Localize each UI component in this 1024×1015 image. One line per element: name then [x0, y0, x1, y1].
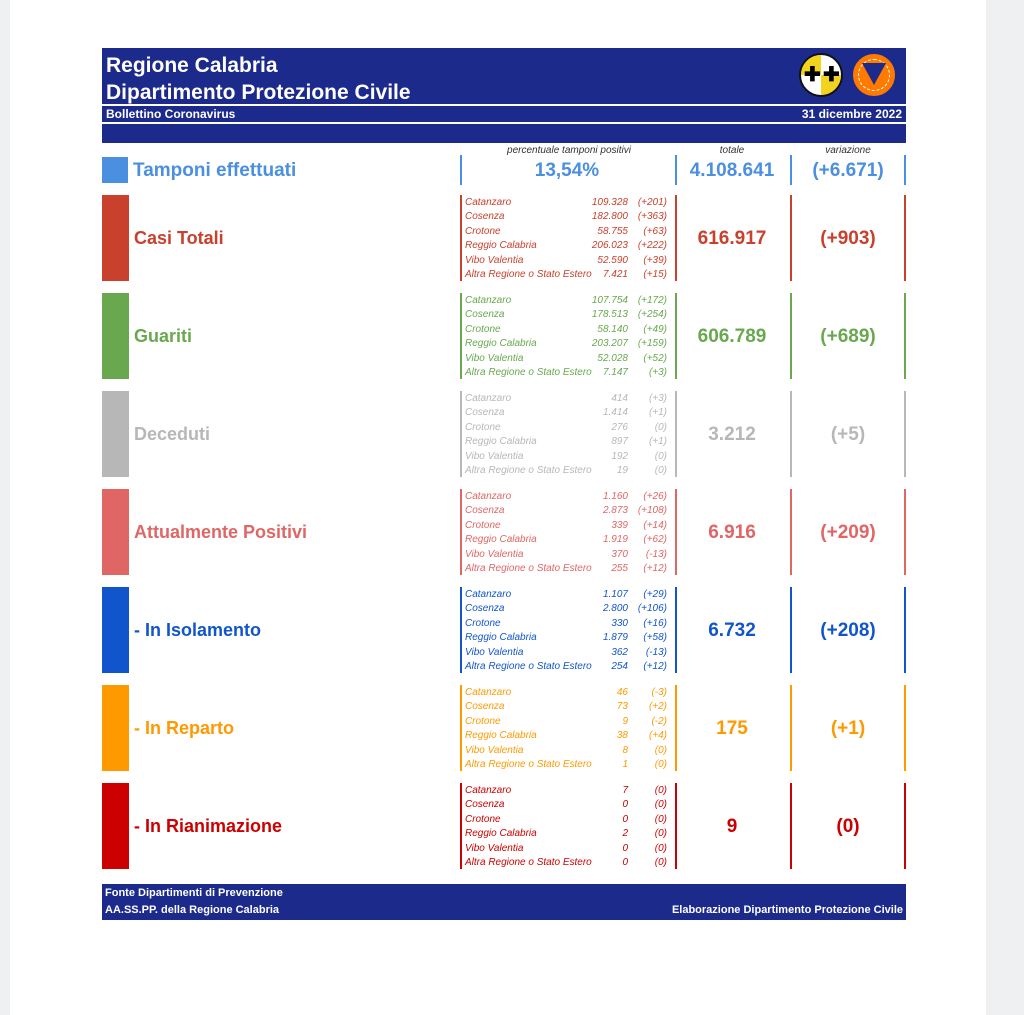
province-name: Vibo Valentia [465, 744, 524, 756]
tamponi-percent: 13,54% [534, 160, 600, 181]
province-value: 2.800 [602, 603, 628, 615]
category-row [102, 293, 906, 379]
province-delta: (+12) [643, 562, 667, 574]
province-value: 8 [622, 744, 628, 756]
category-total: 6.916 [708, 522, 756, 543]
province-line [465, 700, 673, 714]
province-value: 1.160 [602, 491, 628, 502]
divider [904, 391, 906, 477]
province-line [465, 225, 673, 239]
province-value: 370 [611, 548, 628, 560]
province-name: Altra Regione o Stato Estero [465, 366, 592, 378]
province-line [465, 490, 673, 504]
change-column-header: variazione [825, 145, 871, 156]
province-value: 0 [622, 813, 628, 825]
province-delta: (-13) [645, 548, 667, 560]
province-line [465, 464, 673, 478]
province-name: Reggio Calabria [465, 828, 537, 840]
province-value: 58.755 [597, 225, 628, 237]
province-delta: (-2) [651, 715, 667, 727]
province-list [465, 196, 673, 282]
province-value: 414 [611, 393, 628, 404]
province-line [465, 366, 673, 380]
province-value: 0 [622, 856, 628, 868]
category-change: (0) [836, 816, 860, 837]
province-line [465, 196, 673, 210]
province-name: Crotone [465, 323, 501, 335]
province-line [465, 686, 673, 700]
province-name: Crotone [465, 519, 501, 531]
province-delta: (+363) [637, 211, 667, 223]
province-value: 0 [622, 799, 628, 811]
province-line [465, 337, 673, 351]
province-name: Catanzaro [465, 589, 512, 600]
province-name: Altra Regione o Stato Estero [465, 562, 592, 574]
category-label: Casi Totali [134, 228, 224, 248]
province-value: 58.140 [597, 323, 628, 335]
province-delta: (+62) [643, 534, 667, 546]
province-delta: (0) [654, 744, 667, 756]
divider [904, 489, 906, 575]
tamponi-row [102, 155, 906, 185]
category-change: (+903) [820, 228, 876, 249]
category-color-bar [102, 391, 129, 477]
province-value: 19 [616, 464, 628, 476]
category-row [102, 587, 906, 673]
province-name: Vibo Valentia [465, 646, 524, 658]
province-name: Vibo Valentia [465, 352, 524, 364]
province-list [465, 392, 673, 478]
province-line [465, 798, 673, 812]
total-column-header: totale [719, 145, 745, 156]
category-color-bar [102, 195, 129, 281]
divider [904, 587, 906, 673]
province-line [465, 784, 673, 798]
province-line [465, 352, 673, 366]
region-title: Regione Calabria [106, 54, 278, 77]
province-delta: (+3) [648, 393, 667, 404]
province-line [465, 268, 673, 282]
province-name: Catanzaro [465, 785, 512, 796]
province-value: 2.873 [602, 505, 628, 517]
category-total: 3.212 [708, 424, 756, 445]
province-value: 46 [616, 687, 628, 698]
bulletin-date: 31 dicembre 2022 [801, 107, 902, 121]
province-list [465, 686, 673, 772]
department-title: Dipartimento Protezione Civile [106, 81, 411, 104]
province-value: 73 [616, 701, 628, 713]
province-line [465, 842, 673, 856]
province-value: 254 [611, 660, 628, 672]
province-name: Catanzaro [465, 295, 512, 306]
province-value: 206.023 [591, 240, 628, 252]
province-value: 362 [611, 646, 628, 658]
province-line [465, 308, 673, 322]
province-delta: (+14) [643, 519, 667, 531]
province-name: Vibo Valentia [465, 548, 524, 560]
province-line [465, 548, 673, 562]
province-delta: (+3) [648, 366, 667, 378]
province-value: 9 [622, 715, 628, 727]
category-total: 606.789 [697, 326, 767, 347]
province-name: Cosenza [465, 211, 505, 223]
province-delta: (0) [654, 450, 667, 462]
province-delta: (0) [654, 828, 667, 840]
province-value: 276 [611, 421, 628, 433]
province-line [465, 435, 673, 449]
province-name: Vibo Valentia [465, 450, 524, 462]
category-total: 616.917 [697, 228, 767, 249]
province-line [465, 715, 673, 729]
province-value: 1.879 [602, 632, 628, 644]
province-name: Altra Regione o Stato Estero [465, 660, 592, 672]
province-name: Altra Regione o Stato Estero [465, 856, 592, 868]
province-line [465, 519, 673, 533]
province-delta: (+254) [637, 309, 667, 321]
province-name: Cosenza [465, 799, 505, 811]
category-color-bar [102, 587, 129, 673]
footer-banner [102, 884, 906, 920]
category-row [102, 195, 906, 281]
province-line [465, 602, 673, 616]
province-name: Reggio Calabria [465, 632, 537, 644]
province-delta: (+1) [648, 407, 667, 419]
category-total: 9 [726, 816, 738, 837]
province-name: Catanzaro [465, 491, 512, 502]
province-delta: (+63) [643, 225, 667, 237]
province-line [465, 744, 673, 758]
province-line [465, 210, 673, 224]
province-line [465, 254, 673, 268]
province-delta: (0) [654, 758, 667, 770]
divider [904, 293, 906, 379]
province-name: Crotone [465, 715, 501, 727]
province-line [465, 392, 673, 406]
subtitle-bar [102, 106, 906, 122]
divider [460, 195, 462, 281]
divider [460, 587, 462, 673]
category-change: (+209) [820, 522, 876, 543]
category-change: (+208) [820, 620, 876, 641]
province-delta: (+26) [643, 491, 667, 502]
province-delta: (+159) [637, 338, 667, 350]
province-name: Reggio Calabria [465, 338, 537, 350]
province-value: 330 [611, 617, 628, 629]
province-value: 1 [622, 758, 628, 770]
category-total: 175 [716, 718, 748, 739]
province-name: Altra Regione o Stato Estero [465, 758, 592, 770]
province-delta: (+12) [643, 660, 667, 672]
province-line [465, 856, 673, 870]
province-name: Crotone [465, 421, 501, 433]
province-line [465, 660, 673, 674]
province-value: 52.590 [597, 254, 628, 266]
province-line [465, 406, 673, 420]
province-delta: (-3) [651, 687, 667, 698]
footer-source-line1: Fonte Dipartimenti di Prevenzione [105, 887, 283, 899]
header-band [102, 124, 906, 143]
province-delta: (+1) [648, 436, 667, 448]
category-row [102, 489, 906, 575]
province-line [465, 758, 673, 772]
header-banner [102, 48, 906, 104]
tamponi-color-square [102, 157, 128, 183]
province-line [465, 533, 673, 547]
province-value: 38 [616, 730, 628, 742]
province-line [465, 562, 673, 576]
province-delta: (0) [654, 785, 667, 796]
province-value: 7 [622, 785, 628, 796]
region-crest-icon: ✚ ✚ [799, 53, 843, 97]
divider [460, 783, 462, 869]
category-row [102, 685, 906, 771]
province-delta: (+16) [643, 617, 667, 629]
category-change: (+1) [830, 718, 866, 739]
province-name: Altra Regione o Stato Estero [465, 268, 592, 280]
divider [460, 391, 462, 477]
province-list [465, 294, 673, 380]
province-delta: (0) [654, 856, 667, 868]
category-color-bar [102, 783, 129, 869]
province-name: Cosenza [465, 603, 505, 615]
province-line [465, 588, 673, 602]
province-name: Crotone [465, 617, 501, 629]
province-delta: (+4) [648, 730, 667, 742]
province-delta: (+29) [643, 589, 667, 600]
province-value: 339 [611, 519, 628, 531]
province-line [465, 813, 673, 827]
province-delta: (+108) [637, 505, 667, 517]
category-total: 6.732 [708, 620, 756, 641]
province-value: 897 [611, 436, 628, 448]
province-list [465, 588, 673, 674]
province-name: Cosenza [465, 407, 505, 419]
divider [460, 685, 462, 771]
category-change: (+5) [830, 424, 866, 445]
category-change: (+689) [820, 326, 876, 347]
province-name: Cosenza [465, 505, 505, 517]
province-name: Catanzaro [465, 197, 512, 208]
category-label: Guariti [134, 326, 193, 346]
province-line [465, 421, 673, 435]
province-name: Catanzaro [465, 393, 512, 404]
province-name: Reggio Calabria [465, 240, 537, 252]
tamponi-total: 4.108.641 [689, 160, 775, 181]
province-name: Reggio Calabria [465, 534, 537, 546]
province-delta: (+49) [643, 323, 667, 335]
province-line [465, 504, 673, 518]
divider [904, 685, 906, 771]
province-delta: (0) [654, 464, 667, 476]
category-label: Attualmente Positivi [134, 522, 308, 542]
province-line [465, 827, 673, 841]
province-value: 0 [622, 842, 628, 854]
province-delta: (+39) [643, 254, 667, 266]
category-row [102, 783, 906, 869]
province-value: 52.028 [597, 352, 628, 364]
province-name: Catanzaro [465, 687, 512, 698]
province-delta: (+15) [643, 268, 667, 280]
bulletin-subtitle: Bollettino Coronavirus [106, 107, 236, 121]
divider [460, 293, 462, 379]
province-name: Vibo Valentia [465, 254, 524, 266]
province-name: Cosenza [465, 701, 505, 713]
province-value: 1.107 [602, 589, 628, 600]
province-value: 2 [622, 828, 628, 840]
category-row [102, 391, 906, 477]
province-line [465, 450, 673, 464]
province-value: 7.147 [602, 366, 628, 378]
province-value: 1.414 [602, 407, 628, 419]
divider [904, 155, 906, 185]
province-delta: (+2) [648, 701, 667, 713]
province-delta: (+172) [637, 295, 667, 306]
province-value: 192 [611, 450, 628, 462]
divider [904, 195, 906, 281]
category-label: Deceduti [134, 424, 211, 444]
tamponi-change: (+6.671) [812, 160, 884, 181]
footer-credit: Elaborazione Dipartimento Protezione Civile [671, 904, 903, 916]
province-name: Reggio Calabria [465, 730, 537, 742]
province-delta: (0) [654, 813, 667, 825]
province-delta: (+52) [643, 352, 667, 364]
province-delta: (-13) [645, 646, 667, 658]
province-value: 109.328 [591, 197, 628, 208]
province-value: 107.754 [591, 295, 628, 306]
province-line [465, 729, 673, 743]
province-name: Reggio Calabria [465, 436, 537, 448]
province-delta: (+222) [637, 240, 667, 252]
province-value: 203.207 [591, 338, 628, 350]
footer-source-line2: AA.SS.PP. della Regione Calabria [105, 904, 280, 916]
province-value: 7.421 [602, 268, 628, 280]
province-line [465, 239, 673, 253]
province-name: Crotone [465, 813, 501, 825]
province-name: Cosenza [465, 309, 505, 321]
province-delta: (0) [654, 799, 667, 811]
province-list [465, 490, 673, 576]
category-label: - In Isolamento [134, 620, 262, 640]
category-label: - In Rianimazione [134, 816, 283, 836]
category-label: - In Reparto [134, 718, 235, 738]
province-name: Crotone [465, 225, 501, 237]
province-delta: (0) [654, 421, 667, 433]
divider [904, 783, 906, 869]
page-sheet [10, 0, 986, 1015]
province-delta: (+58) [643, 632, 667, 644]
province-value: 1.919 [602, 534, 628, 546]
province-line [465, 631, 673, 645]
category-color-bar [102, 685, 129, 771]
province-line [465, 294, 673, 308]
province-list [465, 784, 673, 870]
province-line [465, 617, 673, 631]
province-name: Vibo Valentia [465, 842, 524, 854]
divider [460, 489, 462, 575]
province-line [465, 646, 673, 660]
province-delta: (+106) [637, 603, 667, 615]
category-color-bar [102, 489, 129, 575]
province-name: Altra Regione o Stato Estero [465, 464, 592, 476]
percent-column-header: percentuale tamponi positivi [507, 145, 631, 156]
category-color-bar [102, 293, 129, 379]
province-value: 182.800 [591, 211, 628, 223]
province-delta: (0) [654, 842, 667, 854]
tamponi-label: Tamponi effettuati [133, 160, 297, 181]
province-delta: (+201) [637, 197, 667, 208]
province-line [465, 323, 673, 337]
civil-protection-logo-icon [851, 52, 897, 98]
province-value: 255 [611, 562, 628, 574]
province-value: 178.513 [591, 309, 628, 321]
